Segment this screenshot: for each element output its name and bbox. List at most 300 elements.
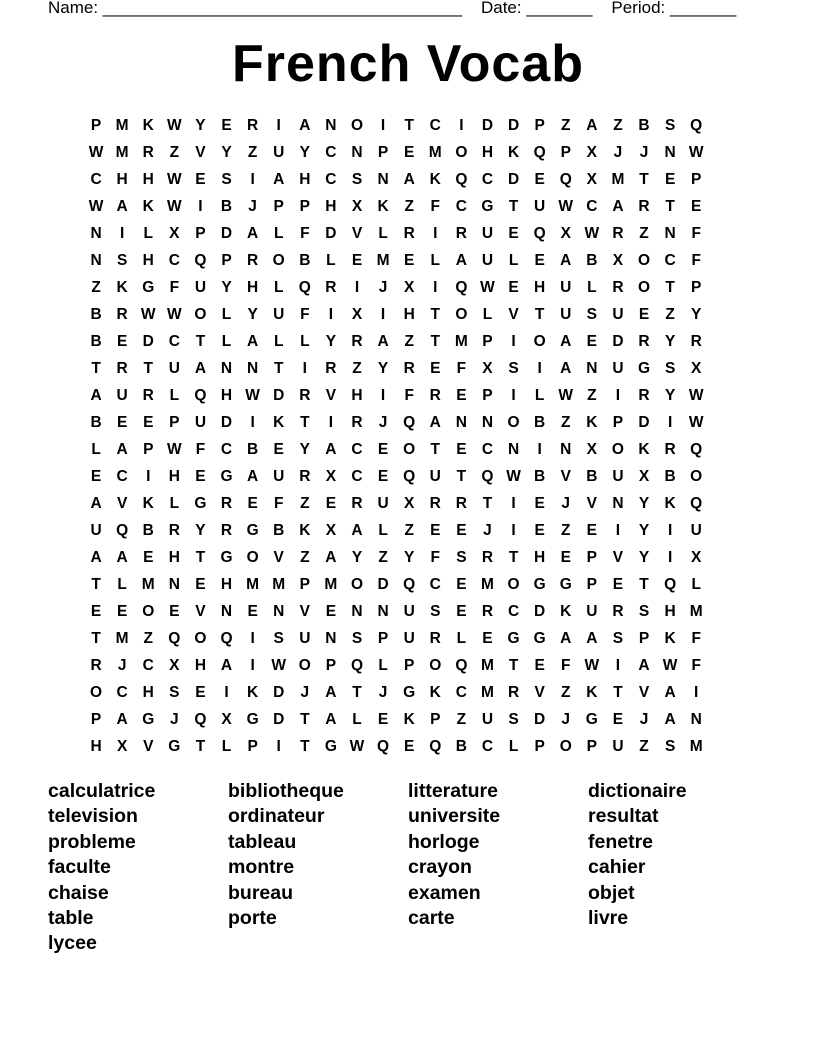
- grid-letter: P: [143, 441, 154, 458]
- word-list-item: litterature: [408, 780, 498, 802]
- grid-letter: N: [90, 225, 102, 242]
- grid-letter: E: [534, 252, 545, 269]
- grid-letter: J: [378, 279, 388, 296]
- grid-letter: P: [377, 144, 389, 161]
- grid-letter: R: [403, 225, 415, 242]
- grid-letter: R: [142, 387, 154, 404]
- grid-letter: U: [299, 630, 311, 647]
- grid-letter: F: [456, 360, 467, 377]
- grid-letter: B: [586, 468, 598, 485]
- grid-letter: I: [511, 387, 516, 404]
- grid-letter: M: [115, 117, 129, 134]
- grid-letter: O: [246, 549, 259, 566]
- grid-letter: E: [664, 171, 676, 188]
- grid-letter: P: [612, 414, 624, 431]
- grid-letter: Q: [377, 738, 390, 755]
- grid-letter: Z: [639, 225, 649, 242]
- grid-letter: L: [221, 738, 232, 755]
- grid-letter: A: [325, 711, 337, 728]
- grid-row: [83, 355, 709, 382]
- grid-letter: D: [220, 225, 233, 242]
- grid-letter: S: [586, 306, 597, 323]
- grid-letter: G: [142, 279, 155, 296]
- grid-letter: X: [404, 495, 415, 512]
- grid-letter: C: [586, 198, 598, 215]
- grid-letter: F: [691, 630, 701, 647]
- grid-letter: C: [481, 738, 494, 755]
- grid-letter: W: [245, 387, 260, 404]
- grid-letter: T: [273, 360, 284, 377]
- grid-letter: L: [143, 225, 153, 242]
- grid-letter: Z: [561, 684, 571, 701]
- grid-letter: D: [142, 333, 154, 350]
- grid-letter: W: [349, 738, 365, 755]
- grid-letter: R: [429, 387, 441, 404]
- grid-letter: M: [246, 576, 260, 593]
- grid-letter: A: [194, 360, 207, 377]
- grid-letter: E: [456, 441, 467, 458]
- grid-letter: L: [691, 576, 701, 593]
- grid-letter: C: [90, 171, 102, 188]
- grid-letter: B: [534, 414, 546, 431]
- grid-letter: A: [325, 684, 337, 701]
- grid-row: [83, 247, 709, 274]
- word-list-row: [48, 931, 768, 956]
- word-list-row: [48, 804, 768, 829]
- grid-letter: T: [195, 333, 206, 350]
- grid-letter: C: [429, 576, 441, 593]
- grid-letter: G: [168, 738, 181, 755]
- grid-letter: Q: [690, 495, 703, 512]
- grid-letter: H: [168, 549, 180, 566]
- grid-letter: C: [351, 468, 363, 485]
- grid-letter: E: [586, 522, 597, 539]
- grid-letter: S: [221, 171, 232, 188]
- grid-letter: L: [482, 306, 493, 323]
- grid-letter: G: [637, 360, 651, 377]
- grid-letter: A: [586, 117, 598, 134]
- word-list-item: crayon: [408, 856, 472, 879]
- grid-letter: U: [273, 468, 285, 485]
- grid-letter: H: [116, 171, 128, 188]
- grid-letter: B: [664, 468, 676, 485]
- grid-letter: B: [90, 306, 102, 323]
- grid-letter: N: [455, 414, 467, 431]
- grid-letter: B: [273, 522, 285, 539]
- grid-letter: G: [403, 684, 416, 701]
- grid-letter: R: [690, 333, 702, 350]
- grid-letter: E: [169, 603, 180, 620]
- grid-letter: K: [586, 414, 598, 431]
- grid-letter: C: [142, 657, 154, 674]
- grid-row: [83, 733, 709, 760]
- word-list-row: [48, 779, 768, 804]
- grid-letter: T: [91, 630, 101, 647]
- grid-letter: Z: [404, 522, 414, 539]
- grid-letter: H: [142, 171, 154, 188]
- grid-letter: I: [380, 117, 386, 134]
- grid-letter: E: [143, 414, 154, 431]
- grid-letter: C: [481, 171, 494, 188]
- grid-letter: E: [273, 441, 284, 458]
- word-list-item: examen: [408, 881, 481, 904]
- grid-letter: Q: [455, 279, 468, 296]
- grid-letter: O: [298, 657, 311, 674]
- grid-letter: S: [638, 603, 650, 620]
- grid-letter: Q: [533, 144, 546, 161]
- grid-letter: F: [691, 252, 701, 269]
- grid-letter: P: [586, 549, 597, 566]
- grid-letter: A: [299, 117, 311, 134]
- grid-letter: E: [482, 630, 493, 647]
- grid-letter: X: [116, 738, 128, 755]
- grid-letter: M: [689, 738, 703, 755]
- grid-letter: H: [168, 468, 180, 485]
- grid-letter: W: [506, 468, 521, 485]
- grid-letter: U: [612, 360, 624, 377]
- grid-letter: A: [377, 333, 389, 350]
- grid-letter: B: [142, 522, 154, 539]
- grid-letter: Y: [638, 495, 650, 512]
- grid-letter: G: [533, 576, 546, 593]
- grid-row: [83, 274, 709, 301]
- grid-letter: O: [429, 657, 442, 674]
- grid-letter: W: [584, 657, 600, 674]
- grid-letter: H: [534, 279, 546, 296]
- grid-letter: K: [429, 171, 441, 188]
- grid-letter: M: [611, 171, 625, 188]
- grid-letter: K: [273, 414, 285, 431]
- grid-letter: S: [664, 117, 676, 134]
- grid-letter: Q: [690, 117, 703, 134]
- grid-row: [83, 301, 709, 328]
- grid-letter: R: [429, 630, 441, 647]
- grid-letter: I: [146, 468, 151, 485]
- grid-row: [83, 625, 709, 652]
- grid-letter: X: [691, 549, 702, 566]
- grid-letter: H: [534, 549, 546, 566]
- grid-letter: V: [351, 225, 363, 242]
- grid-letter: L: [430, 252, 440, 269]
- grid-letter: D: [638, 414, 650, 431]
- grid-letter: J: [613, 144, 623, 161]
- grid-letter: C: [455, 198, 467, 215]
- grid-letter: F: [273, 495, 284, 512]
- grid-letter: W: [140, 306, 156, 323]
- grid-letter: E: [377, 711, 389, 728]
- grid-letter: R: [638, 198, 650, 215]
- grid-letter: L: [169, 387, 180, 404]
- grid-letter: E: [691, 198, 702, 215]
- grid-letter: G: [533, 630, 546, 647]
- grid-letter: W: [88, 144, 104, 161]
- grid-letter: N: [586, 360, 598, 377]
- grid-letter: R: [638, 333, 650, 350]
- grid-letter: I: [119, 225, 125, 242]
- word-list-item: objet: [588, 881, 635, 904]
- grid-letter: U: [481, 225, 494, 242]
- grid-letter: I: [615, 387, 621, 404]
- grid-letter: W: [688, 414, 704, 431]
- grid-letter: Z: [352, 360, 362, 377]
- grid-letter: B: [299, 252, 311, 269]
- grid-letter: Y: [638, 522, 650, 539]
- grid-letter: P: [90, 711, 102, 728]
- grid-letter: U: [116, 387, 128, 404]
- grid-letter: T: [613, 684, 623, 701]
- grid-letter: V: [116, 495, 128, 512]
- grid-letter: R: [612, 279, 624, 296]
- grid-letter: P: [691, 279, 702, 296]
- grid-letter: W: [167, 441, 182, 458]
- grid-letter: T: [665, 198, 675, 215]
- grid-letter: D: [273, 711, 285, 728]
- grid-letter: N: [481, 414, 494, 431]
- grid-row: [83, 490, 709, 517]
- grid-letter: R: [220, 495, 233, 512]
- word-list-item: faculte: [48, 856, 111, 879]
- grid-letter: P: [482, 387, 493, 404]
- grid-letter: C: [481, 441, 494, 458]
- grid-letter: L: [273, 333, 284, 350]
- grid-letter: U: [481, 711, 494, 728]
- grid-letter: U: [481, 252, 494, 269]
- grid-letter: R: [168, 522, 180, 539]
- grid-letter: E: [195, 684, 206, 701]
- grid-letter: O: [507, 414, 520, 431]
- grid-letter: Q: [168, 630, 181, 647]
- grid-letter: W: [480, 279, 495, 296]
- grid-letter: E: [325, 495, 337, 512]
- grid-letter: L: [378, 225, 388, 242]
- grid-letter: U: [534, 198, 546, 215]
- grid-letter: I: [276, 117, 281, 134]
- grid-letter: Q: [116, 522, 129, 539]
- grid-letter: P: [221, 252, 232, 269]
- grid-letter: I: [511, 333, 516, 350]
- grid-letter: L: [117, 576, 127, 593]
- grid-letter: E: [221, 117, 232, 134]
- grid-row: [83, 328, 709, 355]
- grid-letter: I: [511, 522, 516, 539]
- grid-letter: Q: [455, 657, 468, 674]
- grid-letter: Z: [456, 711, 467, 728]
- grid-letter: J: [639, 711, 649, 728]
- grid-row: [83, 220, 709, 247]
- grid-letter: Q: [298, 279, 311, 296]
- grid-letter: K: [403, 711, 415, 728]
- grid-letter: Z: [404, 198, 414, 215]
- grid-letter: G: [481, 198, 494, 215]
- grid-letter: I: [250, 630, 255, 647]
- grid-letter: P: [299, 198, 310, 215]
- grid-letter: K: [507, 144, 520, 161]
- grid-letter: I: [380, 387, 386, 404]
- grid-letter: E: [456, 603, 467, 620]
- grid-letter: E: [404, 738, 415, 755]
- grid-letter: K: [664, 495, 676, 512]
- grid-letter: N: [220, 603, 233, 620]
- grid-letter: Q: [403, 576, 416, 593]
- grid-letter: Q: [690, 441, 703, 458]
- grid-letter: L: [273, 225, 284, 242]
- grid-letter: U: [612, 306, 624, 323]
- grid-letter: T: [300, 738, 310, 755]
- grid-letter: I: [537, 360, 542, 377]
- grid-letter: J: [639, 144, 649, 161]
- grid-letter: X: [404, 279, 415, 296]
- grid-letter: D: [377, 576, 389, 593]
- grid-letter: S: [508, 360, 519, 377]
- grid-letter: J: [483, 522, 492, 539]
- grid-letter: T: [508, 657, 519, 674]
- grid-letter: K: [142, 198, 154, 215]
- grid-letter: N: [220, 360, 233, 377]
- grid-letter: C: [325, 144, 337, 161]
- grid-letter: O: [637, 252, 651, 269]
- grid-letter: M: [480, 684, 494, 701]
- grid-letter: R: [612, 225, 624, 242]
- grid-letter: G: [585, 711, 598, 728]
- grid-letter: H: [220, 576, 233, 593]
- grid-row: [83, 436, 709, 463]
- grid-letter: P: [586, 576, 597, 593]
- grid-letter: U: [612, 468, 624, 485]
- grid-letter: L: [273, 279, 284, 296]
- grid-letter: R: [481, 549, 494, 566]
- grid-letter: E: [377, 441, 389, 458]
- word-list-row: [48, 855, 768, 880]
- grid-letter: E: [116, 414, 128, 431]
- grid-letter: U: [194, 414, 207, 431]
- grid-row: [83, 193, 709, 220]
- grid-letter: D: [612, 333, 624, 350]
- grid-letter: R: [455, 225, 467, 242]
- grid-letter: E: [325, 603, 337, 620]
- word-list-item: bibliotheque: [228, 780, 344, 802]
- grid-letter: V: [195, 603, 206, 620]
- grid-letter: Z: [247, 144, 258, 161]
- grid-letter: S: [430, 603, 441, 620]
- grid-letter: D: [507, 171, 520, 188]
- grid-letter: Y: [351, 549, 363, 566]
- grid-letter: G: [559, 576, 572, 593]
- grid-letter: Z: [587, 387, 597, 404]
- grid-letter: Z: [665, 306, 675, 323]
- grid-letter: R: [142, 144, 154, 161]
- grid-letter: I: [615, 522, 621, 539]
- grid-letter: C: [116, 468, 128, 485]
- grid-letter: X: [560, 225, 571, 242]
- grid-letter: I: [224, 684, 229, 701]
- grid-letter: E: [586, 333, 597, 350]
- grid-letter: A: [638, 657, 650, 674]
- word-list-item: television: [48, 805, 138, 828]
- grid-letter: R: [299, 387, 311, 404]
- grid-letter: Y: [404, 549, 415, 566]
- grid-letter: G: [220, 468, 233, 485]
- grid-letter: M: [324, 576, 338, 593]
- grid-letter: X: [325, 522, 337, 539]
- grid-letter: V: [638, 684, 650, 701]
- grid-letter: P: [299, 576, 310, 593]
- grid-letter: E: [638, 306, 650, 323]
- grid-letter: Z: [91, 279, 101, 296]
- grid-letter: R: [247, 252, 259, 269]
- grid-letter: E: [560, 549, 571, 566]
- grid-letter: N: [247, 360, 259, 377]
- grid-letter: M: [376, 252, 390, 269]
- grid-letter: E: [534, 171, 545, 188]
- grid-letter: V: [195, 144, 206, 161]
- grid-letter: K: [299, 522, 311, 539]
- grid-letter: U: [403, 603, 415, 620]
- grid-letter: F: [691, 225, 701, 242]
- grid-letter: N: [664, 225, 676, 242]
- grid-letter: R: [429, 495, 441, 512]
- word-list-item: cahier: [588, 856, 646, 879]
- word-list-item: horloge: [408, 830, 480, 853]
- grid-letter: L: [587, 279, 597, 296]
- grid-letter: U: [429, 468, 441, 485]
- grid-letter: P: [534, 117, 545, 134]
- grid-letter: A: [220, 657, 233, 674]
- word-list-item: resultat: [588, 805, 659, 828]
- grid-letter: B: [638, 117, 650, 134]
- word-list-item: fenetre: [588, 830, 654, 853]
- grid-letter: Q: [559, 171, 572, 188]
- grid-letter: Q: [194, 252, 207, 269]
- grid-letter: D: [273, 387, 285, 404]
- grid-letter: U: [90, 522, 102, 539]
- word-list-item: calculatrice: [48, 780, 156, 802]
- grid-letter: S: [456, 549, 467, 566]
- grid-letter: F: [691, 657, 701, 674]
- grid-letter: R: [299, 468, 311, 485]
- grid-letter: W: [558, 387, 574, 404]
- grid-letter: H: [664, 603, 676, 620]
- grid-letter: T: [352, 684, 362, 701]
- grid-letter: I: [354, 279, 360, 296]
- grid-letter: B: [247, 441, 259, 458]
- grid-letter: X: [325, 468, 337, 485]
- grid-letter: Y: [299, 441, 310, 458]
- grid-letter: Y: [664, 387, 676, 404]
- grid-letter: A: [325, 549, 337, 566]
- grid-letter: B: [220, 198, 233, 215]
- grid-letter: L: [534, 387, 545, 404]
- grid-letter: T: [300, 414, 310, 431]
- grid-letter: W: [271, 657, 287, 674]
- grid-letter: Q: [533, 225, 546, 242]
- grid-letter: J: [300, 684, 310, 701]
- grid-letter: N: [273, 603, 285, 620]
- grid-letter: E: [534, 522, 545, 539]
- grid-letter: A: [664, 684, 676, 701]
- grid-letter: X: [169, 657, 180, 674]
- grid-letter: T: [456, 468, 467, 485]
- grid-letter: U: [273, 306, 285, 323]
- grid-letter: I: [250, 171, 255, 188]
- grid-letter: T: [300, 711, 310, 728]
- grid-letter: A: [90, 387, 102, 404]
- grid-letter: E: [404, 252, 415, 269]
- grid-letter: E: [195, 576, 206, 593]
- grid-letter: V: [560, 468, 571, 485]
- grid-letter: K: [116, 279, 128, 296]
- grid-letter: P: [482, 333, 493, 350]
- grid-letter: E: [116, 333, 128, 350]
